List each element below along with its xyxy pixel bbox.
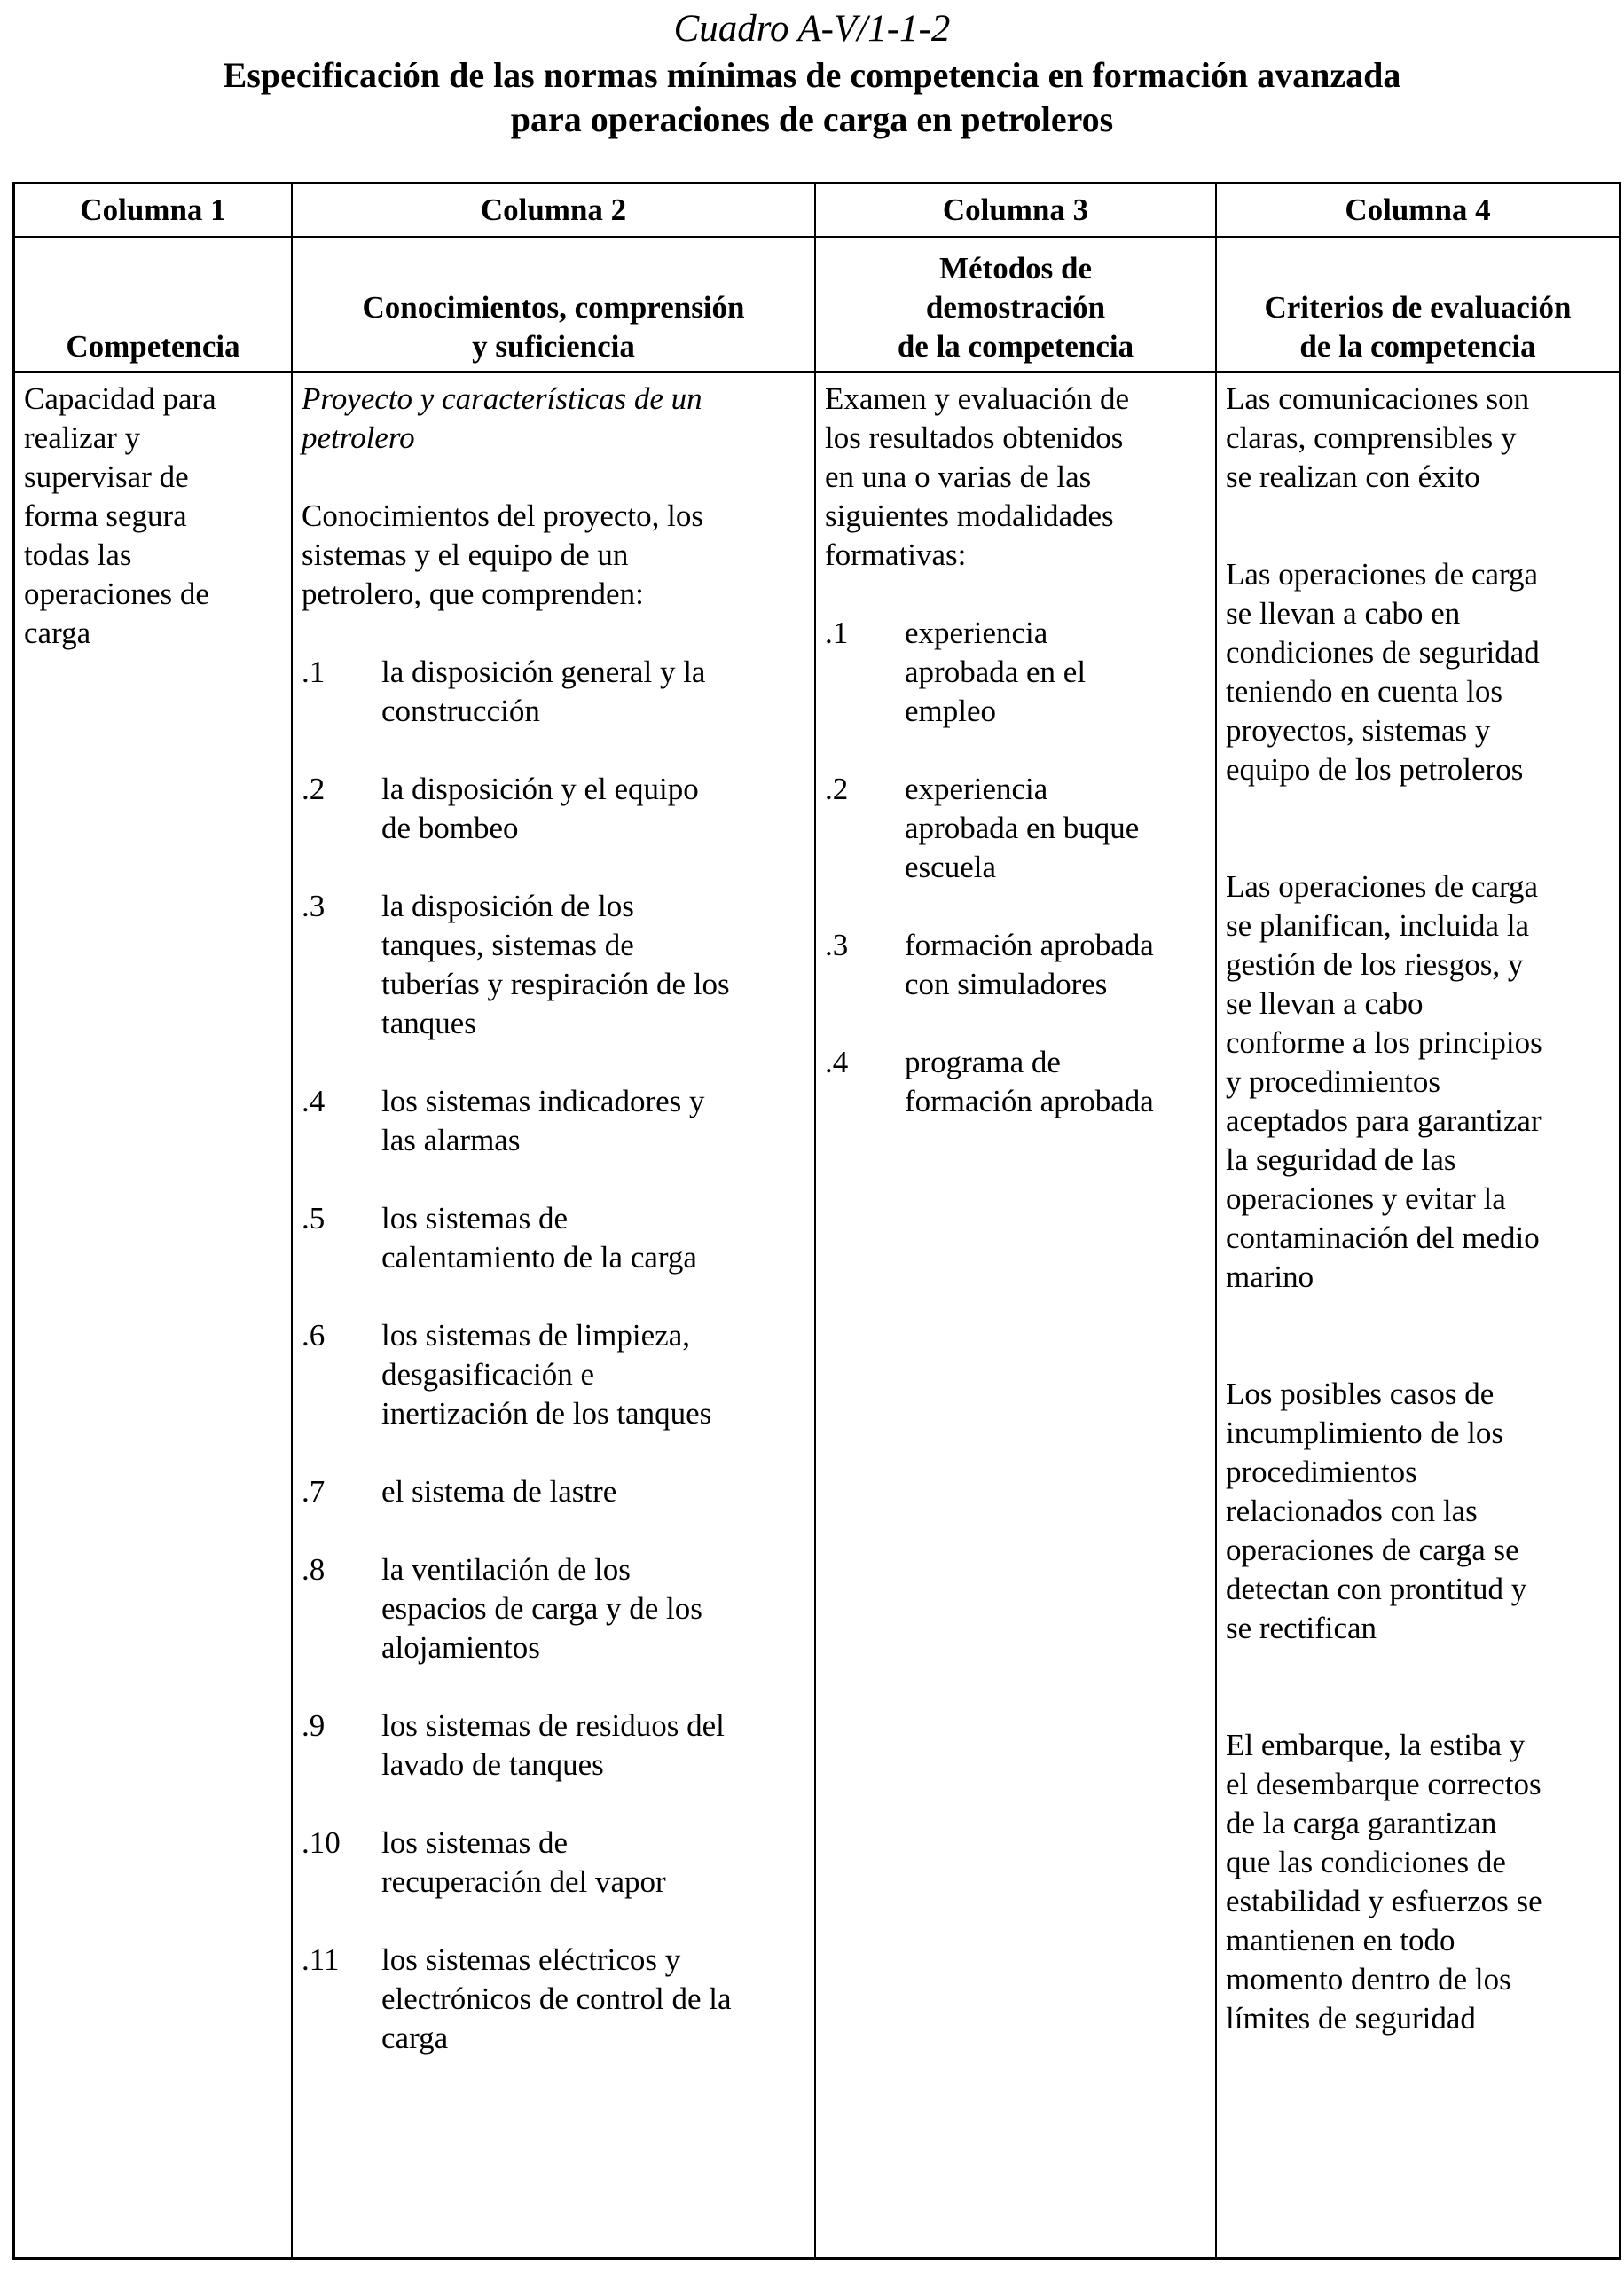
text-line: relacionados con las — [1226, 1494, 1478, 1528]
criteria-paragraph — [1226, 1726, 1616, 2038]
text-line: las alarmas — [381, 1123, 521, 1157]
text-line: formación aprobada — [905, 1084, 1154, 1118]
text-line: contaminación del medio — [1226, 1220, 1540, 1255]
text-line: carga — [24, 616, 91, 650]
text-line: los resultados obtenidos — [825, 420, 1124, 455]
text-line: de bombeo — [381, 811, 519, 845]
text-line: incumplimiento de los — [1226, 1416, 1504, 1450]
text-line: con simuladores — [905, 967, 1108, 1001]
text-line: Capacidad para — [24, 381, 216, 416]
text-line: gestión de los riesgos, y — [1226, 947, 1524, 982]
list-item-number: .1 — [825, 616, 849, 650]
text-line: desgasificación e — [381, 1357, 595, 1392]
text-line: y procedimientos — [1226, 1064, 1441, 1099]
criteria-paragraph — [1226, 555, 1616, 789]
header-line: Métodos de — [938, 251, 1093, 286]
list-item — [302, 887, 811, 1043]
text-line: el sistema de lastre — [381, 1474, 617, 1509]
text-line: aceptados para garantizar — [1226, 1103, 1542, 1138]
text-line: petrolero, que comprenden: — [302, 577, 644, 611]
list-item-number: .3 — [302, 889, 326, 923]
text-line: Las comunicaciones son — [1226, 381, 1530, 416]
header-line: de la competencia — [1299, 329, 1536, 364]
list-item — [825, 1043, 1212, 1121]
row-divider — [15, 371, 1619, 373]
text-line: Los posibles casos de — [1226, 1377, 1495, 1411]
text-line: condiciones de seguridad — [1226, 635, 1540, 670]
list-item — [302, 1316, 811, 1433]
text-line: momento dentro de los — [1226, 1962, 1511, 1997]
list-item — [302, 1941, 811, 2058]
list-item-number: .11 — [302, 1942, 340, 1977]
list-item-number: .10 — [302, 1825, 341, 1860]
list-item-number: .3 — [825, 928, 849, 962]
text-line: se llevan a cabo — [1226, 986, 1424, 1021]
column-4-number: Columna 4 — [1345, 192, 1491, 227]
text-line: carga — [381, 2020, 449, 2055]
text-line: los sistemas de — [381, 1825, 568, 1860]
text-line: escuela — [905, 850, 996, 884]
list-item — [825, 614, 1212, 731]
text-line: límites de seguridad — [1226, 2001, 1476, 2036]
text-line: la ventilación de los — [381, 1552, 631, 1587]
text-line: realizar y — [24, 420, 141, 455]
text-line: el desembarque correctos — [1226, 1767, 1542, 1801]
text-line: equipo de los petroleros — [1226, 752, 1524, 787]
list-item — [302, 1082, 811, 1160]
header-line: y suficiencia — [472, 329, 635, 364]
text-line: Las operaciones de carga — [1226, 869, 1539, 904]
text-line: mantienen en todo — [1226, 1923, 1455, 1957]
text-line: la disposición general y la — [381, 655, 706, 689]
text-line: programa de — [905, 1045, 1061, 1079]
column-1-number: Columna 1 — [80, 192, 226, 227]
list-item — [302, 653, 811, 731]
text-line: sistemas y el equipo de un — [302, 537, 629, 572]
text-line: tanques — [381, 1006, 476, 1040]
text-line: alojamientos — [381, 1630, 540, 1665]
text-line: teniendo en cuenta los — [1226, 674, 1502, 709]
criteria-paragraph — [1226, 1375, 1616, 1648]
text-line: claras, comprensibles y — [1226, 420, 1517, 455]
list-item-number: .7 — [302, 1474, 326, 1509]
text-line: siguientes modalidades — [825, 498, 1114, 533]
text-line: inertización de los tanques — [381, 1396, 712, 1431]
column-3-header — [816, 249, 1215, 366]
text-line: experiencia — [905, 772, 1048, 806]
list-item-number: .5 — [302, 1201, 326, 1236]
list-item-number: .8 — [302, 1552, 326, 1587]
list-item — [302, 1550, 811, 1667]
column-divider — [814, 184, 816, 2257]
text-line: supervisar de — [24, 459, 189, 494]
section-heading-line: Proyecto y características de un — [302, 381, 702, 416]
text-line: formación aprobada — [905, 928, 1154, 962]
text-line: operaciones de — [24, 577, 209, 611]
text-line: lavado de tanques — [381, 1747, 604, 1782]
text-line: todas las — [24, 537, 132, 572]
list-item — [825, 770, 1212, 887]
text-line: conforme a los principios — [1226, 1025, 1542, 1060]
header-line: Conocimientos, comprensión — [362, 290, 745, 325]
header-line: Criterios de evaluación — [1264, 290, 1572, 325]
competence-cell — [24, 380, 288, 653]
list-item-number: .1 — [302, 655, 326, 689]
text-line: calentamiento de la carga — [381, 1240, 697, 1275]
column-4-header — [1217, 288, 1619, 366]
column-1-header — [15, 327, 291, 366]
column-divider — [1215, 184, 1217, 2257]
list-item-number: .2 — [302, 772, 326, 806]
text-line: formativas: — [825, 537, 967, 572]
text-line: tuberías y respiración de los — [381, 967, 730, 1001]
text-line: se llevan a cabo en — [1226, 596, 1461, 631]
text-line: estabilidad y esfuerzos se — [1226, 1884, 1542, 1918]
text-line: la disposición de los — [381, 889, 634, 923]
header-line: de la competencia — [897, 329, 1134, 364]
column-2-header — [293, 288, 814, 366]
text-line: los sistemas de residuos del — [381, 1708, 725, 1743]
text-line: los sistemas indicadores y — [381, 1084, 705, 1118]
text-line: proyectos, sistemas y — [1226, 713, 1491, 748]
list-item — [302, 1824, 811, 1902]
text-line: que las condiciones de — [1226, 1845, 1506, 1879]
competence-table — [12, 182, 1621, 2260]
list-item-number: .4 — [302, 1084, 326, 1118]
text-line: aprobada en buque — [905, 811, 1140, 845]
list-item — [825, 926, 1212, 1004]
table-title — [0, 53, 1624, 142]
list-item — [302, 1472, 811, 1511]
text-line: se planifican, incluida la — [1226, 908, 1530, 943]
row-divider — [15, 236, 1619, 238]
text-line: Las operaciones de carga — [1226, 557, 1539, 592]
criteria-paragraph — [1226, 867, 1616, 1297]
table-caption: Cuadro A-V/1-1-2 — [673, 8, 951, 50]
list-item — [302, 770, 811, 848]
text-line: de la carga garantizan — [1226, 1806, 1497, 1840]
text-line: Conocimientos del proyecto, los — [302, 498, 703, 533]
column-3-number: Columna 3 — [942, 192, 1089, 227]
text-line: marino — [1226, 1259, 1314, 1294]
text-line: construcción — [381, 694, 540, 728]
list-item-number: .2 — [825, 772, 849, 806]
text-line: operaciones y evitar la — [1226, 1181, 1506, 1216]
text-line: los sistemas de limpieza, — [381, 1318, 690, 1353]
knowledge-cell — [302, 380, 811, 2058]
list-item — [302, 1706, 811, 1785]
text-line: los sistemas de — [381, 1201, 568, 1236]
criteria-paragraph — [1226, 380, 1616, 497]
list-item-number: .4 — [825, 1045, 849, 1079]
text-line: la disposición y el equipo — [381, 772, 699, 806]
column-2-number: Columna 2 — [480, 192, 627, 227]
text-line: tanques, sistemas de — [381, 928, 634, 962]
text-line: los sistemas eléctricos y — [381, 1942, 681, 1977]
list-item-number: .9 — [302, 1708, 326, 1743]
text-line: forma segura — [24, 498, 187, 533]
header-line: Competencia — [66, 329, 240, 364]
text-line: se rectifican — [1226, 1611, 1377, 1645]
text-line: empleo — [905, 694, 997, 728]
list-item — [302, 1199, 811, 1277]
text-line: aprobada en el — [905, 655, 1087, 689]
table-title-line: para operaciones de carga en petroleros — [510, 99, 1114, 139]
list-item-number: .6 — [302, 1318, 326, 1353]
text-line: en una o varias de las — [825, 459, 1092, 494]
text-line: se realizan con éxito — [1226, 459, 1480, 494]
text-line: experiencia — [905, 616, 1048, 650]
text-line: la seguridad de las — [1226, 1142, 1456, 1177]
text-line: Examen y evaluación de — [825, 381, 1130, 416]
text-line: espacios de carga y de los — [381, 1591, 702, 1626]
demonstration-methods-cell — [825, 380, 1212, 1121]
column-divider — [291, 184, 293, 2257]
text-line: El embarque, la estiba y — [1226, 1728, 1526, 1762]
text-line: electrónicos de control de la — [381, 1981, 732, 2016]
section-heading-line: petrolero — [302, 420, 415, 455]
text-line: procedimientos — [1226, 1455, 1417, 1489]
text-line: operaciones de carga se — [1226, 1533, 1519, 1567]
evaluation-criteria-cell — [1226, 380, 1616, 2038]
table-title-line: Especificación de las normas mínimas de competencia en formación avanzada — [223, 55, 1401, 95]
text-line: recuperación del vapor — [381, 1864, 666, 1899]
text-line: detectan con prontitud y — [1226, 1572, 1527, 1606]
header-line: demostración — [925, 290, 1106, 325]
